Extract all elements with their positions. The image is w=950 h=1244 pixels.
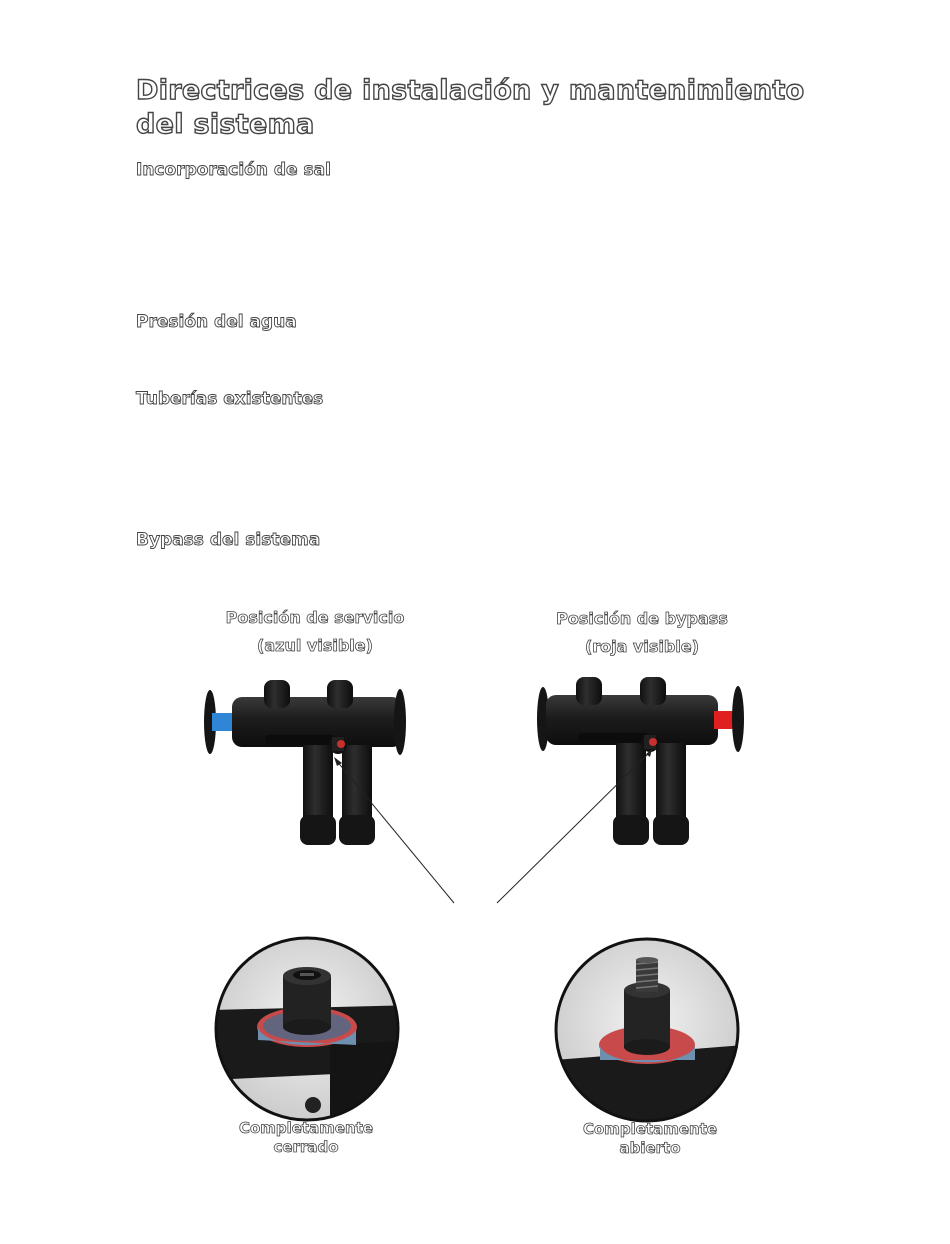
- zoom-open-image: [555, 939, 745, 1130]
- heading-pressure: Presión del agua: [136, 312, 297, 332]
- caption-fully-closed: [206, 1119, 406, 1157]
- caption-service-line-1: Posición de servicio: [225, 608, 405, 627]
- caption-closed-line-1: Completamente: [238, 1119, 374, 1137]
- caption-service-line-2: (azul visible): [257, 636, 373, 655]
- page-title-line-1: Directrices de instalación y mantenimiento: [136, 75, 805, 106]
- caption-open-line-1: Completamente: [582, 1120, 718, 1138]
- page-title-line-2: del sistema: [136, 109, 315, 140]
- heading-pipes: Tuberías existentes: [136, 389, 324, 409]
- valve-service-image: [204, 680, 406, 845]
- heading-salt: Incorporación de sal: [136, 160, 331, 180]
- caption-bypass-line-1: Posición de bypass: [556, 609, 728, 628]
- zoom-closed-image: [210, 938, 420, 1120]
- caption-open-line-2: abierto: [619, 1139, 681, 1157]
- caption-closed-line-2: cerrado: [273, 1138, 339, 1156]
- caption-fully-open: [550, 1120, 750, 1158]
- heading-bypass: Bypass del sistema: [136, 530, 321, 550]
- caption-bypass-line-2: (roja visible): [584, 637, 700, 656]
